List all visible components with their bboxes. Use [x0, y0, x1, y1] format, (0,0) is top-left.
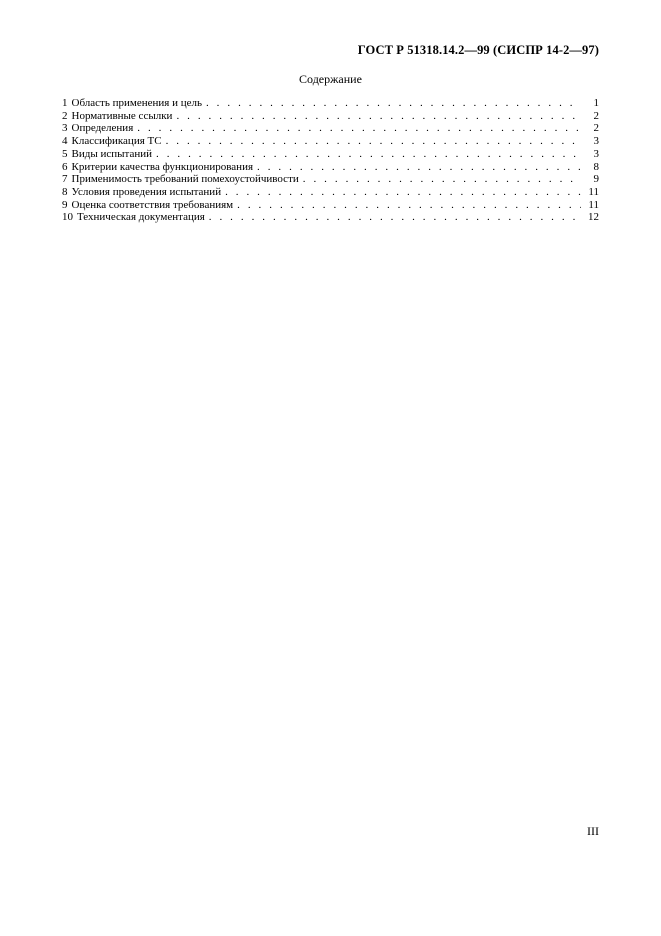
toc-leader-dots	[225, 186, 581, 199]
toc-leader-dots	[176, 110, 581, 123]
toc-entry-2[interactable]	[62, 110, 599, 123]
toc-title: Содержание	[299, 72, 362, 86]
toc-leader-dots	[166, 135, 581, 148]
toc-entry-4[interactable]	[62, 135, 599, 148]
toc-entry-page: 3	[593, 147, 599, 160]
toc-leader-dots	[206, 97, 581, 110]
page-number: III	[587, 824, 599, 838]
toc-leader-dots	[257, 161, 581, 174]
toc-entry-number: 8	[62, 185, 68, 198]
toc-entry-label: Оценка соответствия требованиям	[71, 198, 234, 211]
toc-leader-dots	[303, 173, 581, 186]
toc-entry-label: Критерии качества функционирования	[71, 160, 254, 173]
toc-entry-6[interactable]	[62, 161, 599, 174]
table-of-contents	[62, 97, 599, 224]
toc-entry-page: 11	[588, 185, 599, 198]
toc-entry-label: Виды испытаний	[71, 147, 152, 160]
toc-entry-number: 4	[62, 135, 68, 148]
toc-entry-number: 6	[62, 160, 68, 173]
toc-entry-3[interactable]	[62, 122, 599, 135]
toc-entry-9[interactable]	[62, 199, 599, 212]
toc-entry-label: Область применения и цель	[71, 97, 202, 109]
toc-entry-page: 2	[593, 122, 599, 135]
toc-entry-page: 1	[593, 97, 599, 109]
toc-entry-page: 12	[588, 211, 599, 224]
toc-entry-label: Определения	[71, 122, 134, 135]
toc-leader-dots	[209, 211, 581, 224]
document-header: ГОСТ Р 51318.14.2—99 (СИСПР 14-2—97)	[357, 43, 599, 57]
toc-entry-8[interactable]	[62, 186, 599, 199]
toc-entry-label: Техническая документация	[77, 211, 205, 224]
toc-entry-label: Применимость требований помехоустойчивости	[71, 173, 299, 186]
toc-entry-7[interactable]	[62, 173, 599, 186]
toc-entry-number: 3	[62, 122, 68, 135]
toc-leader-dots	[137, 122, 581, 135]
toc-entry-label: Классификация ТС	[71, 135, 162, 148]
toc-entry-page: 8	[593, 160, 599, 173]
toc-entry-number: 9	[62, 198, 68, 211]
toc-entry-page: 11	[588, 198, 599, 211]
toc-entry-label: Условия проведения испытаний	[71, 185, 222, 198]
toc-entry-number: 1	[62, 97, 68, 109]
toc-entry-page: 3	[593, 135, 599, 148]
toc-entry-label: Нормативные ссылки	[71, 109, 173, 122]
toc-entry-5[interactable]	[62, 148, 599, 161]
toc-entry-number: 2	[62, 109, 68, 122]
toc-entry-number: 10	[62, 211, 73, 224]
toc-entry-page: 2	[593, 109, 599, 122]
toc-entry-page: 9	[593, 173, 599, 186]
toc-entry-number: 7	[62, 173, 68, 186]
toc-leader-dots	[237, 199, 581, 212]
toc-entry-number: 5	[62, 147, 68, 160]
toc-leader-dots	[156, 148, 581, 161]
toc-entry-10[interactable]	[62, 211, 599, 224]
toc-entry-1[interactable]	[62, 97, 599, 110]
